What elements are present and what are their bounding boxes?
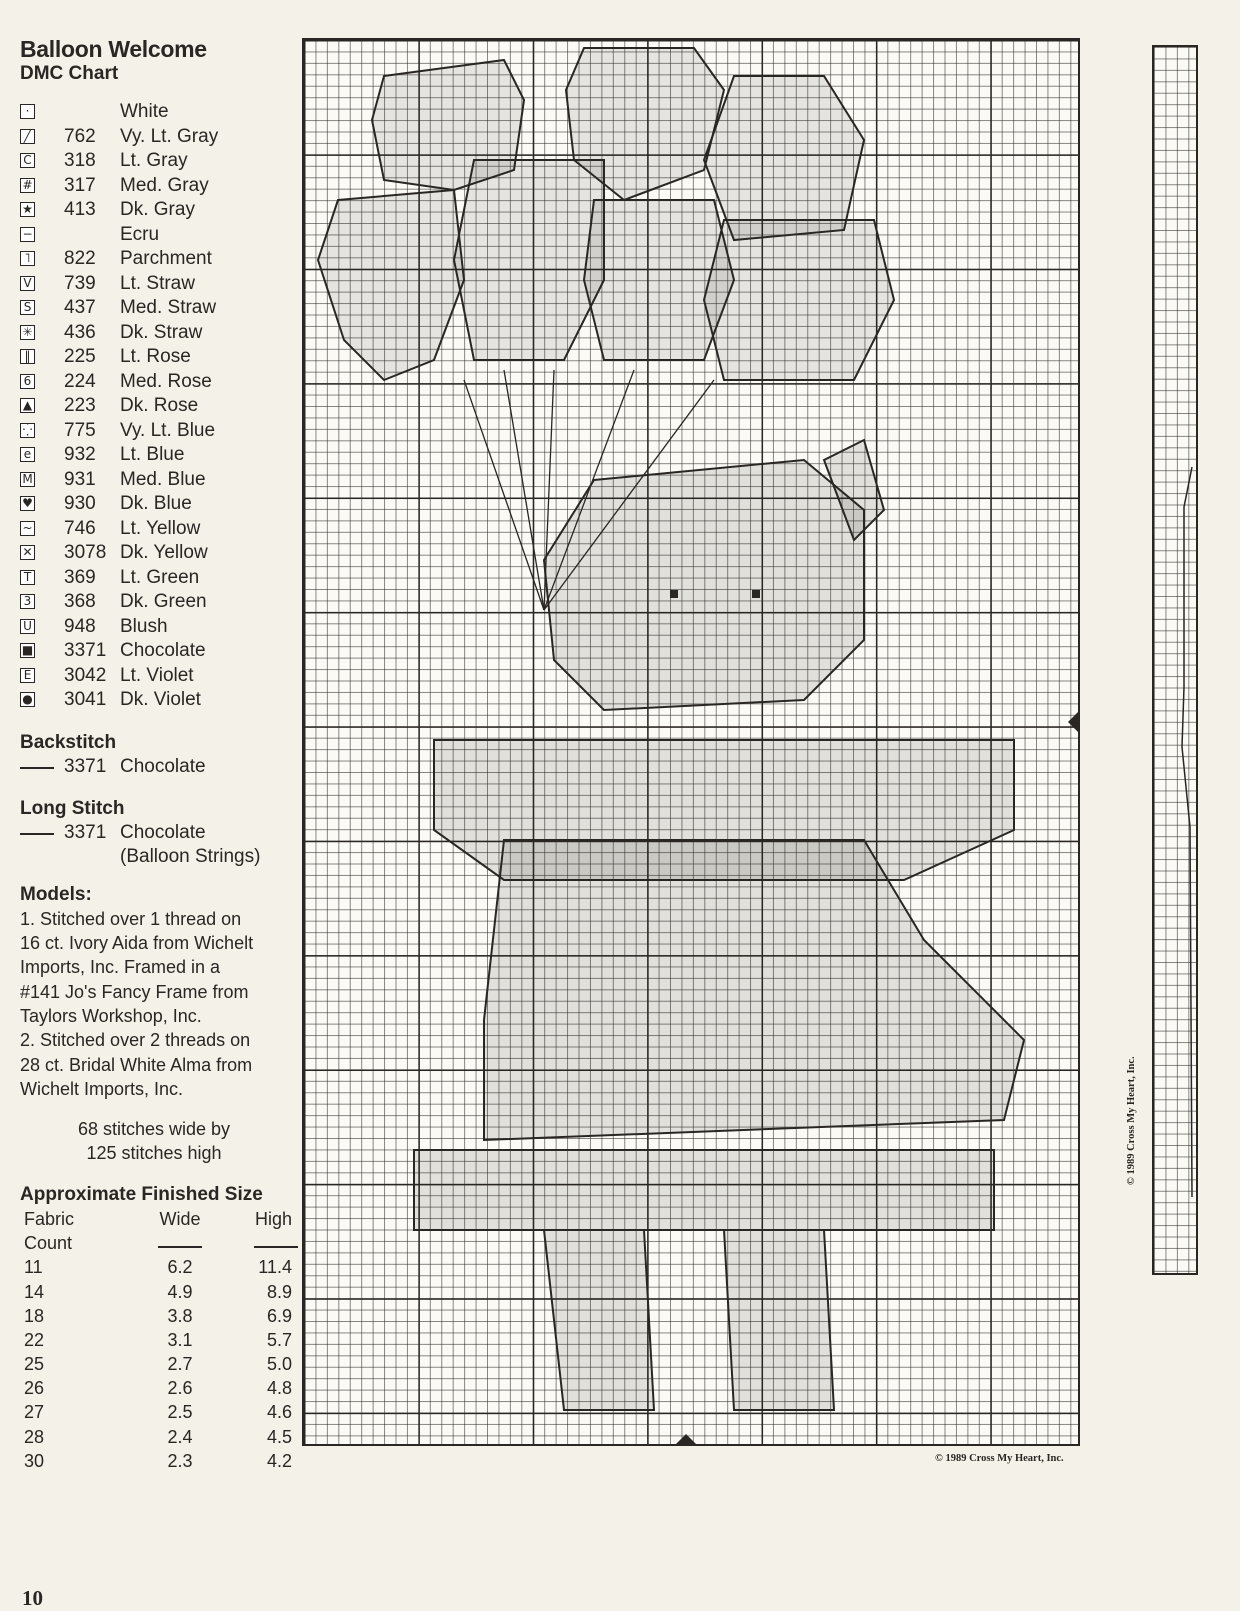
models-heading: Models: (20, 883, 92, 905)
table-row (20, 1449, 292, 1473)
longstitch-section (20, 797, 288, 869)
stitch-symbol-icon: ~ (20, 521, 35, 536)
color-name: Parchment (120, 248, 212, 269)
stitch-symbol-icon: ■ (21, 643, 34, 657)
color-name: Lt. Rose (120, 346, 191, 367)
stitch-symbol-icon: ● (20, 692, 35, 707)
stitch-symbol-icon: M (20, 472, 35, 487)
table-row (20, 1255, 292, 1279)
dmc-number: 3042 (64, 664, 107, 686)
stitch-symbol-icon: ★ (20, 202, 35, 217)
dmc-number: 948 (64, 615, 96, 637)
table-row (20, 1425, 292, 1449)
dmc-number: 931 (64, 468, 96, 490)
legend-panel (20, 36, 292, 1473)
longstitch-note-row (20, 845, 288, 869)
models-section (20, 883, 288, 1102)
stitch-symbol-icon: ⁛ (20, 423, 35, 438)
width-value: 2.7 (167, 1354, 193, 1375)
backstitch-heading: Backstitch (20, 731, 117, 753)
table-row (20, 1280, 292, 1304)
page-number: 10 (22, 1586, 43, 1610)
fabric-count: 30 (24, 1450, 45, 1471)
width-value: 2.4 (167, 1426, 193, 1447)
longstitch-entry (20, 821, 288, 845)
models-text (20, 907, 288, 1101)
color-name: Lt. Straw (120, 272, 195, 294)
stitch-count-high: 125 stitches high (86, 1143, 222, 1164)
stitch-symbol-icon: · (20, 104, 35, 119)
bunny-eye-right (752, 590, 760, 598)
key-row (20, 443, 288, 468)
dmc-number: 775 (64, 419, 96, 441)
high-rule (254, 1246, 298, 1248)
bunny-eye-left (670, 590, 678, 598)
key-row (20, 394, 288, 419)
bunny-leg-left (544, 1230, 654, 1410)
dmc-number: 3078 (64, 542, 107, 563)
height-value: 5.0 (266, 1354, 292, 1375)
dmc-number: 822 (64, 248, 96, 269)
col-high: High (254, 1209, 292, 1230)
models-line: Imports, Inc. Framed in a (20, 957, 221, 978)
stitch-symbol-icon: C (20, 153, 35, 168)
dmc-number: 932 (64, 444, 96, 465)
key-row (20, 174, 288, 199)
balloon-yellow-center (454, 160, 604, 360)
key-row (20, 615, 288, 640)
table-row (20, 1376, 292, 1400)
color-key-list (20, 100, 288, 713)
bunny-skirt-hem (414, 1150, 994, 1230)
fabric-count: 22 (24, 1329, 45, 1350)
copyright-horizontal: © 1989 Cross My Heart, Inc. (935, 1453, 1064, 1464)
models-line: 28 ct. Bridal White Alma from (20, 1054, 253, 1075)
stitch-symbol-icon: 3 (20, 594, 35, 609)
chart-subtitle: DMC Chart (20, 63, 119, 84)
stitch-symbol-icon: − (20, 227, 35, 242)
stitch-symbol-icon: ‖ (20, 349, 35, 364)
key-row (20, 688, 288, 713)
table-row (20, 1304, 292, 1328)
longstitch-number: 3371 (64, 821, 107, 843)
bunny-head (544, 460, 864, 710)
finished-size-table (20, 1183, 292, 1473)
stitch-symbol-icon: ▲ (20, 398, 35, 413)
height-value: 4.6 (266, 1402, 292, 1423)
backstitch-line-icon (20, 767, 54, 769)
table-row (20, 1328, 292, 1352)
width-value: 2.3 (167, 1450, 193, 1471)
backstitch-section (20, 731, 288, 779)
chart-center-marker-right (1068, 712, 1078, 732)
color-name: Dk. Gray (120, 199, 195, 220)
height-value: 4.5 (266, 1426, 292, 1447)
cross-stitch-chart (302, 38, 1080, 1446)
dmc-number: 746 (64, 517, 96, 539)
color-name: Lt. Green (120, 566, 200, 588)
key-row (20, 345, 288, 370)
finished-size-heading: Approximate Finished Size (20, 1184, 263, 1206)
fabric-count: 27 (24, 1402, 45, 1423)
color-name: Dk. Green (120, 591, 207, 612)
color-name: Med. Gray (120, 174, 209, 196)
color-name: Lt. Yellow (120, 517, 201, 539)
key-row (20, 296, 288, 321)
size-table-subheader (20, 1231, 288, 1255)
key-row (20, 664, 288, 689)
dmc-number: 762 (64, 125, 96, 147)
chart-design (304, 40, 1078, 1444)
models-line: 1. Stitched over 1 thread on (20, 908, 242, 929)
key-row (20, 468, 288, 493)
bunny-leg-right (724, 1230, 834, 1410)
height-value: 4.8 (266, 1378, 292, 1399)
key-row (20, 223, 288, 248)
balloon-string-2 (504, 370, 544, 610)
color-name: Med. Blue (120, 468, 206, 490)
dmc-number: 437 (64, 297, 96, 318)
copyright-vertical: © 1989 Cross My Heart, Inc. (1126, 1056, 1137, 1185)
width-value: 3.1 (167, 1329, 193, 1350)
backstitch-color: Chocolate (120, 755, 206, 777)
stitch-symbol-icon: 6 (20, 374, 35, 389)
dmc-number: 739 (64, 272, 96, 294)
stitch-symbol-icon: e (20, 447, 35, 462)
table-row (20, 1400, 292, 1424)
stitch-symbol-icon: ╱ (20, 129, 35, 144)
strip-outline (1154, 47, 1196, 1273)
dmc-number: 3371 (64, 640, 107, 661)
color-name: Dk. Violet (120, 689, 201, 710)
color-name: White (120, 101, 169, 122)
dmc-number: 930 (64, 493, 96, 514)
col-fabric: Fabric (24, 1209, 75, 1230)
dmc-number: 3041 (64, 689, 107, 710)
key-row (20, 247, 288, 272)
width-value: 3.8 (167, 1305, 193, 1326)
size-table-body (20, 1255, 292, 1473)
key-row (20, 517, 288, 542)
key-row (20, 419, 288, 444)
dmc-number: 436 (64, 321, 96, 343)
height-value: 8.9 (266, 1281, 292, 1302)
height-value: 11.4 (258, 1257, 292, 1278)
stitch-symbol-icon: U (20, 619, 35, 634)
balloon-blue-right (704, 220, 894, 380)
balloon-blue-left (318, 190, 464, 380)
models-line: 2. Stitched over 2 threads on (20, 1030, 251, 1051)
key-row (20, 590, 288, 615)
chart-center-marker-bottom (676, 1434, 696, 1444)
table-row (20, 1352, 292, 1376)
stitch-symbol-icon: ✕ (20, 545, 35, 560)
stitch-symbol-icon: T (20, 570, 35, 585)
models-line: 16 ct. Ivory Aida from Wichelt (20, 933, 254, 954)
color-name: Dk. Blue (120, 493, 192, 514)
models-line: Wichelt Imports, Inc. (20, 1078, 184, 1099)
fabric-count: 25 (24, 1354, 45, 1375)
longstitch-note: (Balloon Strings) (120, 845, 261, 867)
stitch-symbol-icon: # (20, 178, 35, 193)
key-row (20, 566, 288, 591)
color-name: Lt. Gray (120, 150, 188, 171)
stitch-count (20, 1117, 288, 1165)
key-row (20, 100, 288, 125)
color-name: Dk. Rose (120, 395, 199, 416)
longstitch-heading: Long Stitch (20, 797, 125, 819)
height-value: 6.9 (266, 1305, 292, 1326)
key-row (20, 321, 288, 346)
backstitch-number: 3371 (64, 755, 107, 777)
fabric-count: 26 (24, 1378, 45, 1399)
key-row (20, 125, 288, 150)
longstitch-line-icon (20, 833, 54, 835)
key-row (20, 272, 288, 297)
col-wide: Wide (159, 1209, 201, 1230)
width-value: 4.9 (167, 1281, 193, 1302)
dmc-number: 223 (64, 395, 96, 416)
width-value: 2.6 (167, 1378, 193, 1399)
color-name: Ecru (120, 223, 160, 245)
page-title: Balloon Welcome (20, 36, 207, 62)
fabric-count: 28 (24, 1426, 45, 1447)
balloon-yellow-right (704, 76, 864, 240)
stitch-symbol-icon: S (20, 300, 35, 315)
fabric-count: 18 (24, 1305, 45, 1326)
dmc-number: 369 (64, 566, 96, 588)
col-count: Count (24, 1233, 73, 1254)
key-row (20, 149, 288, 174)
balloon-string-1 (464, 380, 544, 610)
fabric-count: 14 (24, 1281, 45, 1302)
fabric-count: 11 (24, 1257, 43, 1278)
color-name: Lt. Violet (120, 664, 194, 686)
models-line: Taylors Workshop, Inc. (20, 1005, 202, 1026)
color-name: Lt. Blue (120, 444, 185, 465)
stitch-symbol-icon: V (20, 276, 35, 291)
height-value: 4.2 (266, 1450, 292, 1471)
color-name: Vy. Lt. Gray (120, 125, 219, 147)
dmc-number: 368 (64, 591, 96, 612)
color-name: Med. Straw (120, 297, 217, 318)
width-value: 2.5 (167, 1402, 193, 1423)
dmc-number: 224 (64, 370, 96, 392)
stitch-symbol-icon: ✳ (20, 325, 35, 340)
dmc-number: 318 (64, 150, 96, 171)
dmc-number: 317 (64, 174, 96, 196)
dmc-number: 225 (64, 346, 96, 367)
key-row (20, 541, 288, 566)
key-row (20, 370, 288, 395)
key-row (20, 639, 288, 664)
wide-rule (158, 1246, 202, 1248)
chart-continuation-strip (1152, 45, 1198, 1275)
color-name: Chocolate (120, 640, 206, 661)
size-table-header (20, 1207, 292, 1231)
color-name: Dk. Yellow (120, 542, 208, 563)
color-name: Med. Rose (120, 370, 212, 392)
color-name: Blush (120, 615, 168, 637)
longstitch-color: Chocolate (120, 821, 206, 843)
models-line: #141 Jo's Fancy Frame from (20, 981, 249, 1002)
stitch-count-wide: 68 stitches wide by (77, 1119, 231, 1140)
key-row (20, 492, 288, 517)
key-row (20, 198, 288, 223)
width-value: 6.2 (167, 1257, 193, 1278)
backstitch-entry (20, 755, 288, 779)
color-name: Vy. Lt. Blue (120, 419, 216, 441)
color-name: Dk. Straw (120, 321, 203, 343)
stitch-symbol-icon: E (20, 668, 35, 683)
dmc-number: 413 (64, 199, 96, 220)
height-value: 5.7 (266, 1329, 292, 1350)
stitch-symbol-icon: ♥ (20, 496, 35, 511)
stitch-symbol-icon: ˥ (20, 251, 35, 266)
bunny-dress (484, 840, 1024, 1140)
